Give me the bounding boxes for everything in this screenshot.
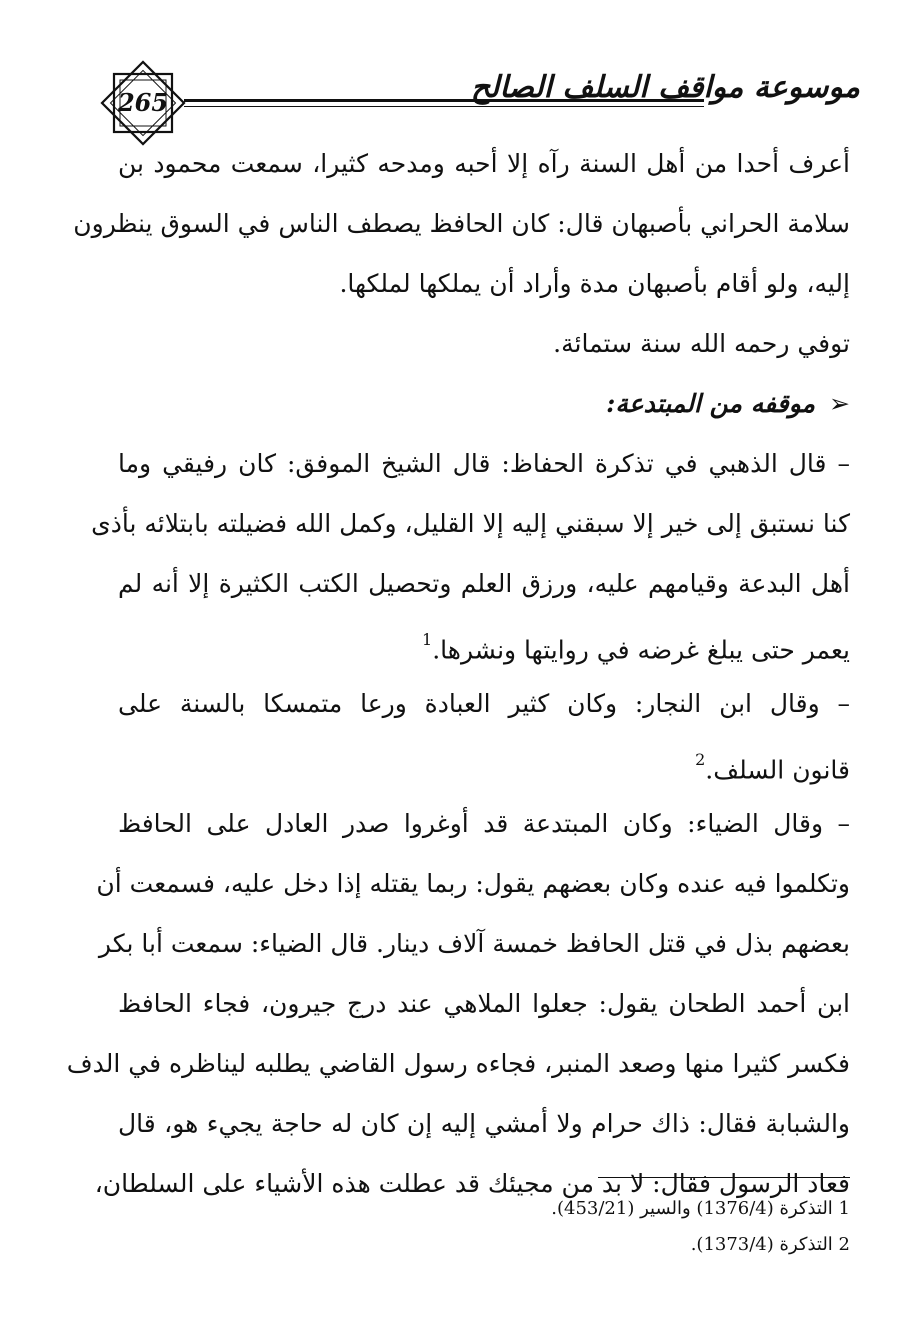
- footnote-ref: 2: [695, 750, 706, 769]
- line-text: فعاد الرسول فقال: لا بد من مجيئك قد عطلت هذه الأشياء على السلطان،: [94, 1169, 850, 1198]
- text-line: [118, 622, 850, 682]
- text-line: [118, 742, 850, 802]
- text-line: [118, 982, 850, 1042]
- line-text: سلامة الحراني بأصبهان قال: كان الحافظ يصطف الناس في السوق ينظرون: [73, 209, 850, 238]
- line-text: أعرف أحدا من أهل السنة رآه إلا أحبه ومدحه كثيرا، سمعت محمود بن: [118, 149, 850, 178]
- section-heading: [118, 382, 850, 442]
- text-line: [118, 682, 850, 742]
- footnote: [400, 1230, 850, 1260]
- line-text: إليه، ولو أقام بأصبهان مدة وأراد أن يملكها لملكها.: [339, 269, 850, 298]
- page-number-badge: [100, 60, 186, 146]
- line-text: كنا نستبق إلى خير إلا سبقني إليه إلا القليل، وكمل الله فضيلته بابتلائه بأذى: [91, 509, 850, 538]
- page-header: [100, 60, 860, 140]
- line-text: يعمر حتى يبلغ غرضه في روايتها ونشرها.: [432, 635, 850, 665]
- text-line: [118, 322, 850, 382]
- line-text: بعضهم بذل في قتل الحافظ خمسة آلاف دينار. قال الضياء: سمعت أبا بكر: [98, 929, 850, 958]
- text-line: [118, 1102, 850, 1162]
- text-line: [118, 142, 850, 202]
- arrowhead-icon: ➢: [829, 389, 850, 418]
- page-number: 265: [117, 88, 169, 117]
- footnote-number: 1: [838, 1198, 850, 1219]
- line-text: فكسر كثيرا منها وصعد المنبر، فجاءه رسول القاضي يطلبه ليناظره في الدف: [66, 1049, 850, 1078]
- footnote-ref: 1: [422, 630, 433, 649]
- line-text: قانون السلف.: [705, 755, 850, 785]
- text-line: [118, 262, 850, 322]
- line-text: ابن أحمد الطحان يقول: جعلوا الملاهي عند درج جيرون، فجاء الحافظ: [118, 989, 850, 1018]
- line-text: أهل البدعة وقيامهم عليه، ورزق العلم وتحصيل الكتب الكثيرة إلا أنه لم: [118, 569, 850, 598]
- footnote-text: التذكرة (1376/4) والسير (453/21).: [551, 1198, 833, 1219]
- text-line: [91, 502, 850, 562]
- footnote-divider: [598, 1177, 850, 1178]
- footnote-text: التذكرة (1373/4).: [690, 1234, 833, 1255]
- line-text: موقفه من المبتدعة:: [606, 389, 816, 418]
- footnote: [400, 1194, 850, 1224]
- text-line: [118, 562, 850, 622]
- text-line: [98, 922, 850, 982]
- line-text: – وقال ابن النجار: وكان كثير العبادة ورعا متمسكا بالسنة على: [118, 689, 850, 718]
- line-text: توفي رحمه الله سنة ستمائة.: [553, 329, 850, 358]
- line-text: – قال الذهبي في تذكرة الحفاظ: قال الشيخ الموفق: كان رفيقي وما: [118, 449, 850, 478]
- line-text: – وقال الضياء: وكان المبتدعة قد أوغروا صدر العادل على الحافظ: [118, 809, 850, 838]
- text-line: [96, 862, 850, 922]
- text-line: [118, 442, 850, 502]
- line-text: وتكلموا فيه عنده وكان بعضهم يقول: ربما يقتله إذا دخل عليه، فسمعت أن: [96, 869, 850, 898]
- footnote-number: 2: [838, 1234, 850, 1255]
- line-text: والشبابة فقال: ذاك حرام ولا أمشي إليه إن كان له حاجة يجيء هو، قال: [118, 1109, 850, 1138]
- text-line: [118, 802, 850, 862]
- footnotes: [400, 1194, 850, 1266]
- text-line: [73, 202, 850, 262]
- book-title: موسوعة مواقف السلف الصالح: [470, 70, 860, 105]
- body-text: [66, 142, 850, 1222]
- text-line: [66, 1042, 850, 1102]
